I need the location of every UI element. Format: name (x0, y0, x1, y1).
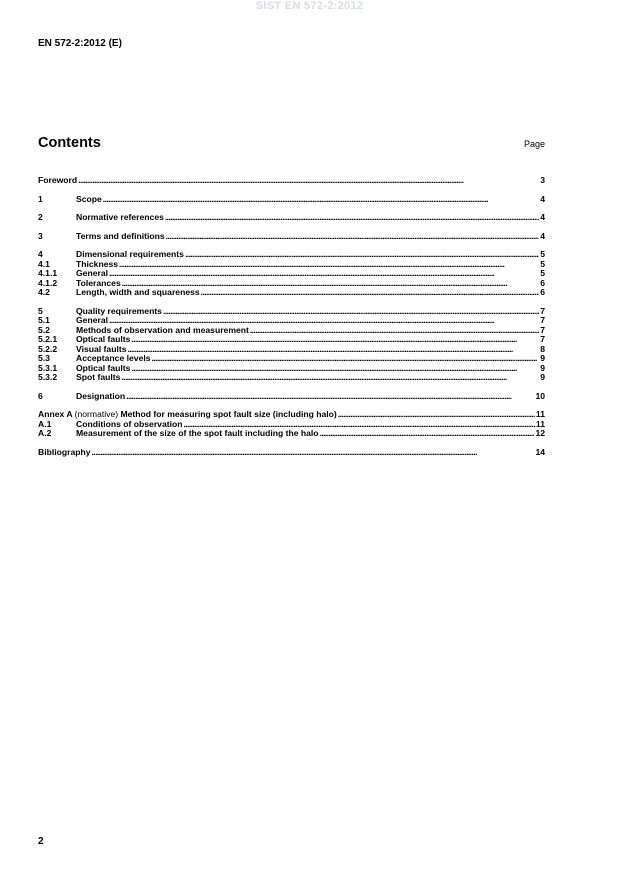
toc-entry[interactable] (38, 316, 545, 326)
toc-entry[interactable] (38, 364, 545, 374)
dot-leader (338, 410, 535, 420)
toc-entry-number: A.1 (38, 419, 52, 429)
toc-entry-page: 7 (540, 325, 545, 335)
toc-entry-page: 9 (540, 354, 545, 363)
toc-entry[interactable] (38, 213, 545, 223)
toc-entry-page: 12 (535, 429, 545, 438)
toc-entry-page: 14 (535, 447, 545, 457)
toc-entry-title: Spot faults (76, 373, 121, 382)
toc-entry-page: 4 (540, 194, 545, 204)
toc-entry-title: Acceptance levels (76, 354, 151, 363)
watermark: SIST EN 572-2:2012 (255, 0, 364, 12)
contents-heading: Contents (38, 135, 101, 151)
dot-leader (152, 354, 540, 364)
toc-entry-number: 4.2 (38, 288, 50, 297)
toc-entry-page: 5 (540, 259, 545, 269)
table-of-contents (38, 176, 545, 457)
toc-entry[interactable] (38, 345, 545, 355)
toc-entry[interactable] (38, 429, 545, 439)
toc-entry-number: 6 (38, 391, 43, 401)
toc-entry-page: 9 (540, 373, 545, 382)
toc-entry[interactable] (38, 269, 545, 279)
toc-entry-page: 6 (540, 278, 545, 288)
toc-entry-title: Bibliography (38, 447, 91, 457)
toc-entry[interactable] (38, 392, 545, 402)
toc-entry[interactable] (38, 420, 545, 430)
toc-entry-title: Optical faults (76, 363, 131, 373)
dot-leader (92, 448, 535, 458)
toc-entry-title: General (76, 269, 109, 278)
toc-entry-title: Quality requirements (76, 306, 162, 316)
document-id: EN 572-2:2012 (E) (38, 38, 122, 49)
toc-entry-title (38, 410, 337, 420)
annex-label: Annex A (38, 410, 73, 419)
toc-entry[interactable] (38, 373, 545, 383)
dot-leader (126, 392, 534, 402)
dot-leader (183, 420, 534, 430)
dot-leader (163, 307, 539, 317)
dot-leader (103, 195, 539, 205)
toc-entry-title: Visual faults (76, 344, 127, 354)
toc-entry-title: Dimensional requirements (76, 250, 184, 259)
toc-entry-page: 4 (540, 231, 545, 241)
toc-entry-number: 4.1.1 (38, 269, 58, 278)
dot-leader (165, 213, 539, 223)
toc-entry-title: Thickness (76, 259, 119, 269)
toc-entry[interactable] (38, 232, 545, 242)
toc-entry-page: 4 (540, 213, 545, 222)
toc-entry-number: 3 (38, 231, 43, 241)
toc-entry-page: 6 (540, 288, 545, 297)
toc-entry-page: 5 (540, 269, 545, 278)
toc-entry-title: Length, width and squareness (76, 288, 200, 297)
toc-entry-page: 8 (540, 344, 545, 354)
toc-entry-title: General (76, 316, 109, 325)
toc-entry-title: Scope (76, 194, 102, 204)
toc-entry[interactable] (38, 335, 545, 345)
toc-entry-title: Methods of observation and measurement (76, 325, 249, 335)
toc-entry-number: 5.1 (38, 316, 50, 325)
toc-entry-page: 7 (540, 335, 545, 344)
toc-entry-number: A.2 (38, 429, 52, 438)
toc-entry-number: 1 (38, 194, 43, 204)
toc-entry-title: Optical faults (76, 335, 131, 344)
toc-entry[interactable] (38, 176, 545, 186)
toc-annex-entry[interactable] (38, 410, 545, 420)
toc-entry-title: Designation (76, 391, 126, 401)
toc-entry-number: 5.3.1 (38, 363, 58, 373)
dot-leader (131, 335, 539, 345)
toc-entry-number: 5 (38, 306, 43, 316)
toc-entry-number: 2 (38, 213, 43, 222)
toc-entry[interactable] (38, 195, 545, 205)
dot-leader (250, 326, 539, 336)
toc-entry-page: 3 (540, 176, 545, 185)
toc-entry-page: 7 (540, 316, 545, 325)
toc-entry-page: 11 (535, 410, 545, 419)
dot-leader (185, 250, 539, 260)
toc-entry-title: Measurement of the size of the spot fault including the halo (76, 429, 319, 438)
dot-leader (121, 373, 539, 383)
toc-entry[interactable] (38, 354, 545, 364)
toc-entry-page: 9 (540, 363, 545, 373)
dot-leader (122, 279, 539, 289)
dot-leader (109, 316, 539, 326)
toc-entry[interactable] (38, 288, 545, 298)
toc-entry-title: Tolerances (76, 278, 121, 288)
toc-entry-page: 10 (535, 391, 545, 401)
toc-entry-title: Normative references (76, 213, 164, 222)
toc-entry-number: 4.1.2 (38, 278, 58, 288)
toc-entry-number: 5.2.2 (38, 344, 58, 354)
toc-entry-title: Conditions of observation (76, 419, 183, 429)
dot-leader (201, 288, 540, 298)
toc-entry-page: 5 (540, 250, 545, 259)
toc-entry[interactable] (38, 279, 545, 289)
toc-entry-number: 5.2 (38, 325, 50, 335)
toc-entry[interactable] (38, 307, 545, 317)
dot-leader (127, 345, 539, 355)
dot-leader (131, 364, 539, 374)
dot-leader (166, 232, 540, 242)
dot-leader (78, 176, 539, 186)
toc-entry-title: Terms and definitions (76, 231, 165, 241)
footer-page-number: 2 (38, 836, 44, 847)
toc-entry-number: 5.2.1 (38, 335, 58, 344)
dot-leader (109, 269, 539, 279)
toc-entry-title: Foreword (38, 176, 78, 185)
toc-entry-number: 4.1 (38, 259, 50, 269)
toc-entry[interactable] (38, 326, 545, 336)
annex-title: Method for measuring spot fault size (including halo) (120, 410, 337, 419)
page-column-label: Page (523, 139, 545, 149)
toc-entry-number: 4 (38, 250, 43, 259)
toc-entry-number: 5.3 (38, 354, 50, 363)
toc-bibliography-entry[interactable] (38, 448, 545, 458)
dot-leader (320, 429, 535, 439)
contents-header (38, 135, 545, 151)
toc-entry[interactable] (38, 260, 545, 270)
toc-entry-number: 5.3.2 (38, 373, 58, 382)
toc-entry[interactable] (38, 250, 545, 260)
annex-kind: (normative) (74, 410, 119, 419)
toc-entry-page: 7 (540, 306, 545, 316)
dot-leader (119, 260, 539, 270)
toc-entry-page: 11 (535, 419, 545, 429)
